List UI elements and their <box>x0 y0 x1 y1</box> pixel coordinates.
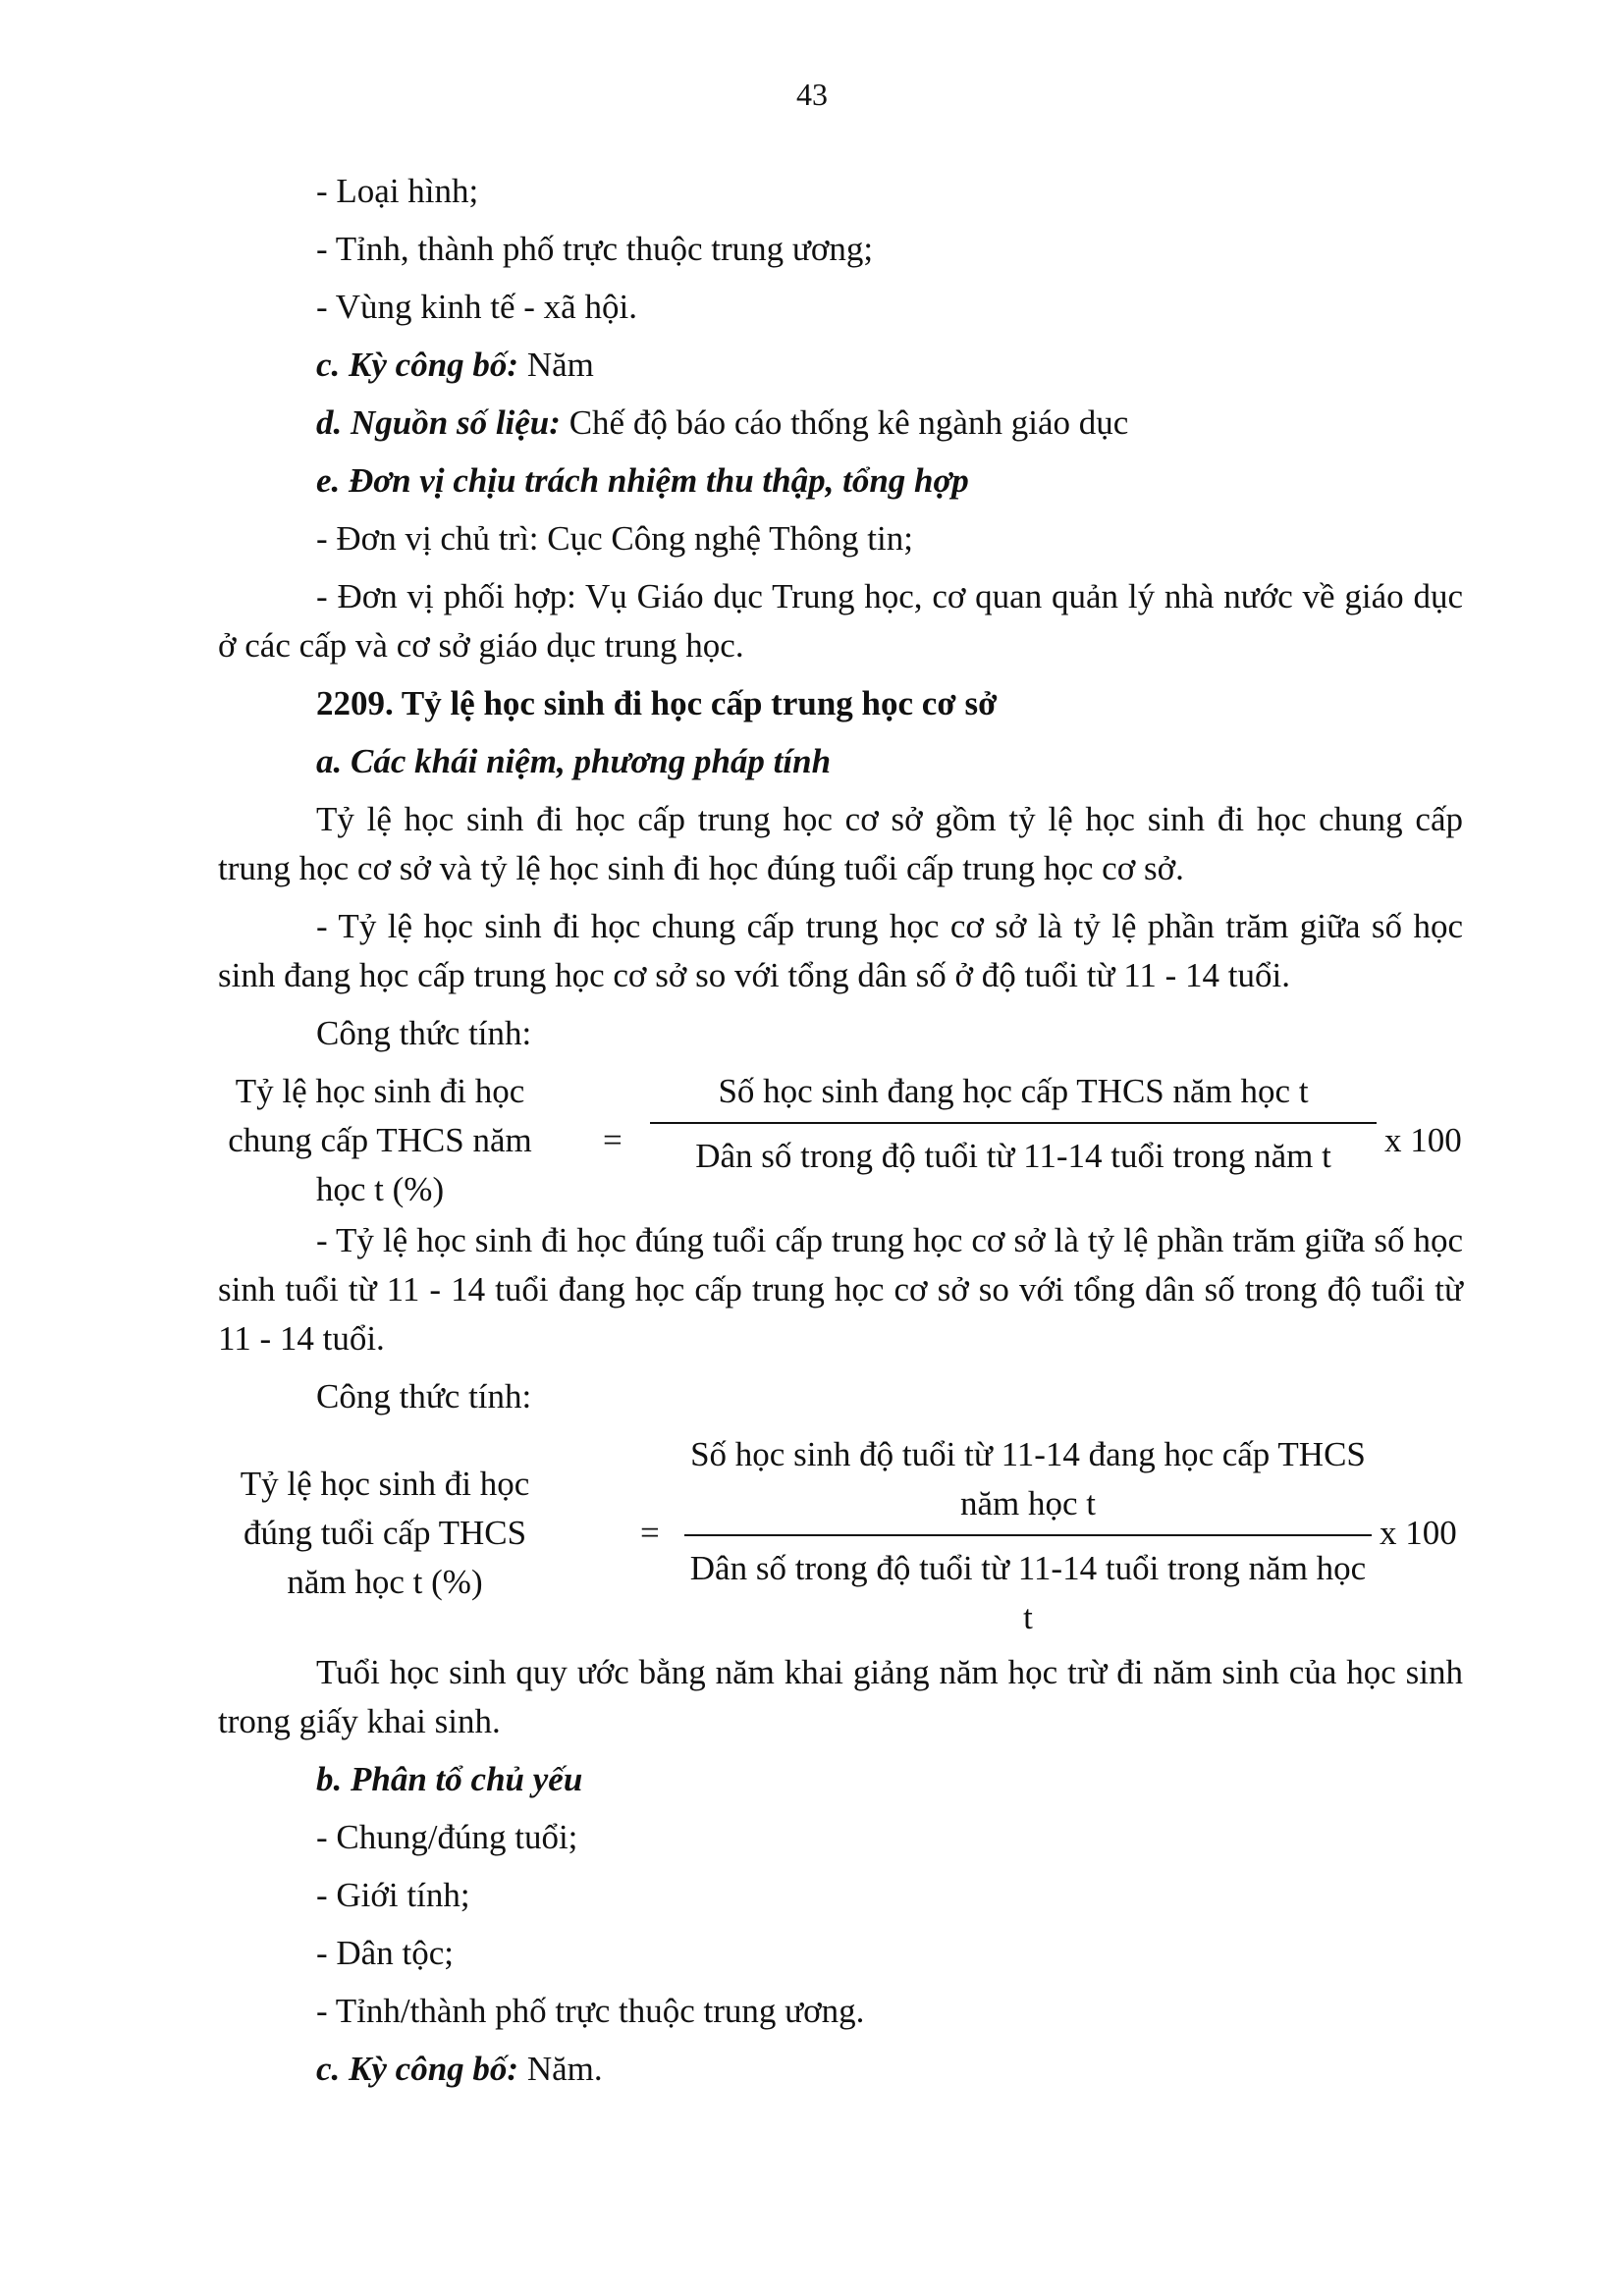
equals-sign: = <box>640 1514 660 1552</box>
coordinating-unit: - Đơn vị phối hợp: Vụ Giáo dục Trung học, cơ quan quản lý nhà nước về giáo dục ở các cấp và cơ sở giáo dục trung học. <box>218 577 1463 665</box>
list-item: - Tỉnh, thành phố trực thuộc trung ương; <box>316 230 874 268</box>
section-heading: 2209. Tỷ lệ học sinh đi học cấp trung học cơ sở <box>316 684 998 722</box>
data-source-label: d. Nguồn số liệu: <box>316 403 561 442</box>
denominator: Dân số trong độ tuổi từ 11-14 tuổi trong năm t <box>695 1137 1331 1175</box>
paragraph: Tuổi học sinh quy ước bằng năm khai giảng năm học trừ đi năm sinh của học sinh trong giấy khai sinh. <box>218 1653 1463 1740</box>
list-item: - Tỉnh/thành phố trực thuộc trung ương. <box>316 1992 865 2030</box>
multiplier: x 100 <box>1384 1121 1462 1159</box>
formula-general-enrollment <box>218 1067 1463 1216</box>
multiplier: x 100 <box>1380 1514 1457 1552</box>
concepts-heading: a. Các khái niệm, phương pháp tính <box>316 742 832 780</box>
formula-label: Công thức tính: <box>316 1377 532 1415</box>
list-item: - Dân tộc; <box>316 1934 454 1972</box>
denominator: Dân số trong độ tuổi từ 11-14 tuổi trong năm học t <box>689 1549 1367 1636</box>
equals-sign: = <box>603 1121 623 1159</box>
list-item: - Giới tính; <box>316 1876 470 1914</box>
fraction <box>650 1067 1377 1181</box>
publication-period-label: c. Kỳ công bố: <box>316 346 519 384</box>
publication-period-value: Năm. <box>518 2050 603 2088</box>
fraction <box>684 1430 1372 1642</box>
numerator: Số học sinh đang học cấp THCS năm học t <box>718 1072 1309 1110</box>
formula-age-appropriate-enrollment <box>218 1430 1463 1642</box>
publication-period-value: Năm <box>518 346 594 384</box>
paragraph: - Tỷ lệ học sinh đi học đúng tuổi cấp trung học cơ sở là tỷ lệ phần trăm giữa số học sinh tuổi từ 11 - 14 tuổi đang học cấp trung học cơ sở so với tổng dân số trong độ tuổi từ 11 - 14 tuổi. <box>218 1221 1463 1358</box>
formula-lhs: Tỷ lệ học sinh đi học đúng tuổi cấp THCS năm học t (%) <box>240 1465 530 1601</box>
publication-period <box>218 2045 1463 2094</box>
page-number: 43 <box>796 77 828 112</box>
paragraph: Tỷ lệ học sinh đi học cấp trung học cơ sở gồm tỷ lệ học sinh đi học chung cấp trung học cơ sở và tỷ lệ học sinh đi học đúng tuổi cấp trung học cơ sở. <box>218 800 1463 887</box>
list-item: - Loại hình; <box>316 172 479 210</box>
numerator: Số học sinh độ tuổi từ 11-14 đang học cấp THCS năm học t <box>690 1435 1366 1522</box>
data-source <box>218 399 1463 448</box>
page-content <box>218 167 1463 2103</box>
publication-period <box>218 341 1463 390</box>
publication-period-label: c. Kỳ công bố: <box>316 2050 519 2088</box>
formula-lhs: Tỷ lệ học sinh đi học chung cấp THCS năm học t (%) <box>228 1072 532 1208</box>
breakdown-heading: b. Phân tổ chủ yếu <box>316 1760 583 1798</box>
formula-label: Công thức tính: <box>316 1014 532 1052</box>
data-source-value: Chế độ báo cáo thống kê ngành giáo dục <box>560 403 1129 442</box>
list-item: - Chung/đúng tuổi; <box>316 1818 578 1856</box>
responsible-unit-heading: e. Đơn vị chịu trách nhiệm thu thập, tổng hợp <box>316 461 969 500</box>
paragraph: - Tỷ lệ học sinh đi học chung cấp trung học cơ sở là tỷ lệ phần trăm giữa số học sinh đang học cấp trung học cơ sở so với tổng dân số ở độ tuổi từ 11 - 14 tuổi. <box>218 907 1463 994</box>
lead-unit: - Đơn vị chủ trì: Cục Công nghệ Thông tin; <box>316 519 913 558</box>
list-item: - Vùng kinh tế - xã hội. <box>316 288 637 326</box>
